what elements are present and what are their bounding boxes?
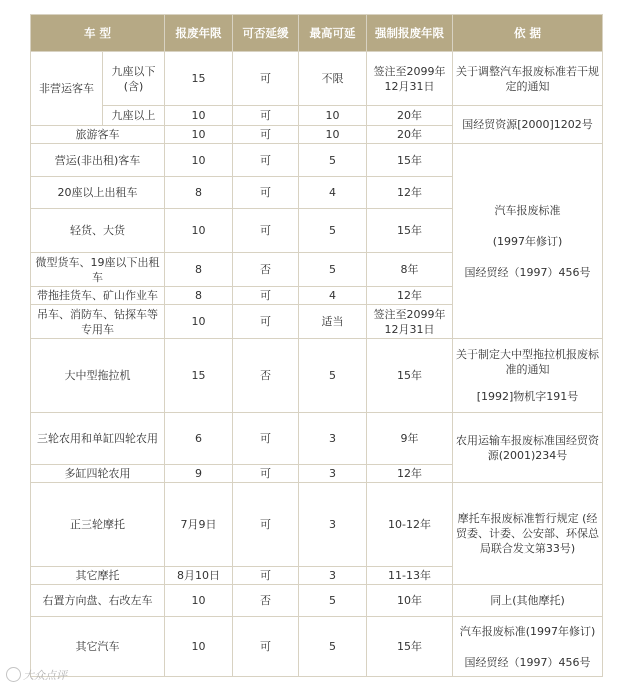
scrappage-table — [30, 14, 603, 677]
cell-mandatory: 10年 — [367, 585, 453, 617]
dianping-logo-icon — [6, 667, 21, 682]
cell-mandatory: 12年 — [367, 465, 453, 483]
cell-basis — [453, 617, 603, 677]
basis-line: 摩托车报废标准暂行规定 (经贸委、计委、公安部、环保总局联合发文第33号) — [456, 512, 600, 555]
cell-type: 带拖挂货车、矿山作业车 — [31, 287, 165, 305]
cell-extend: 可 — [233, 144, 299, 177]
cell-years: 8 — [165, 287, 233, 305]
basis-line: 同上(其他摩托) — [490, 594, 565, 607]
cell-type: 微型货车、19座以下出租车 — [31, 253, 165, 287]
cell-years: 8 — [165, 177, 233, 209]
cell-type: 其它摩托 — [31, 567, 165, 585]
cell-max-ext: 5 — [299, 144, 367, 177]
cell-mandatory: 15年 — [367, 617, 453, 677]
cell-basis: 国经贸资源[2000]1202号 — [453, 106, 603, 144]
cell-type: 非营运客车 — [31, 52, 103, 126]
cell-type: 其它汽车 — [31, 617, 165, 677]
cell-type: 多缸四轮农用 — [31, 465, 165, 483]
cell-years: 10 — [165, 144, 233, 177]
basis-line: 汽车报废标准(1997年修订) — [459, 624, 596, 638]
cell-years: 15 — [165, 52, 233, 106]
header-mandatory-years: 强制报废年限 — [367, 15, 453, 52]
cell-extend: 可 — [233, 52, 299, 106]
cell-years: 8月10日 — [165, 567, 233, 585]
cell-mandatory: 20年 — [367, 126, 453, 144]
cell-mandatory: 15年 — [367, 339, 453, 413]
cell-years: 9 — [165, 465, 233, 483]
cell-extend: 可 — [233, 126, 299, 144]
table-row — [31, 144, 603, 177]
basis-line: 国经贸经（1997）456号 — [464, 655, 591, 669]
cell-extend: 可 — [233, 617, 299, 677]
cell-basis — [453, 483, 603, 585]
cell-years: 10 — [165, 126, 233, 144]
table-row — [31, 585, 603, 617]
cell-type: 20座以上出租车 — [31, 177, 165, 209]
cell-max-ext: 3 — [299, 465, 367, 483]
basis-line: [1992]物机字191号 — [476, 390, 579, 403]
cell-years: 10 — [165, 209, 233, 253]
cell-basis — [453, 144, 603, 339]
cell-mandatory: 11-13年 — [367, 567, 453, 585]
cell-max-ext: 10 — [299, 106, 367, 126]
basis-line: 汽车报废标准 — [494, 203, 561, 217]
cell-mandatory: 签注至2099年12月31日 — [367, 52, 453, 106]
cell-mandatory: 10-12年 — [367, 483, 453, 567]
cell-extend: 可 — [233, 483, 299, 567]
basis-line: 关于制定大中型拖拉机报废标准的通知 — [456, 348, 600, 376]
cell-basis: 关于调整汽车报废标准若干规定的通知 — [453, 52, 603, 106]
cell-years: 6 — [165, 413, 233, 465]
cell-mandatory: 8年 — [367, 253, 453, 287]
cell-mandatory: 签注至2099年12月31日 — [367, 305, 453, 339]
cell-max-ext: 3 — [299, 413, 367, 465]
basis-line: 农用运输车报废标准国经贸资源(2001)234号 — [456, 433, 600, 462]
cell-max-ext: 4 — [299, 287, 367, 305]
table-row — [31, 339, 603, 413]
cell-extend: 可 — [233, 413, 299, 465]
cell-type: 旅游客车 — [31, 126, 165, 144]
header-basis: 依 据 — [453, 15, 603, 52]
cell-type: 正三轮摩托 — [31, 483, 165, 567]
cell-max-ext: 4 — [299, 177, 367, 209]
cell-extend: 可 — [233, 287, 299, 305]
cell-subtype: 九座以下(含) — [103, 52, 165, 106]
header-can-extend: 可否延缓 — [233, 15, 299, 52]
cell-max-ext: 5 — [299, 253, 367, 287]
cell-extend: 否 — [233, 253, 299, 287]
header-row — [31, 15, 603, 52]
cell-max-ext: 适当 — [299, 305, 367, 339]
cell-type: 吊车、消防车、钻探车等专用车 — [31, 305, 165, 339]
watermark — [6, 667, 67, 683]
watermark-text: 大众点评 — [23, 669, 67, 682]
basis-line: (1997年修订) — [492, 234, 563, 248]
cell-years: 15 — [165, 339, 233, 413]
cell-max-ext: 5 — [299, 585, 367, 617]
cell-basis — [453, 339, 603, 413]
cell-extend: 可 — [233, 465, 299, 483]
cell-extend: 可 — [233, 567, 299, 585]
cell-max-ext: 3 — [299, 567, 367, 585]
cell-extend: 可 — [233, 305, 299, 339]
cell-years: 10 — [165, 585, 233, 617]
cell-years: 10 — [165, 617, 233, 677]
cell-max-ext: 5 — [299, 209, 367, 253]
cell-years: 10 — [165, 305, 233, 339]
table-row — [31, 106, 603, 126]
table-row — [31, 413, 603, 465]
cell-type: 轻货、大货 — [31, 209, 165, 253]
cell-years: 8 — [165, 253, 233, 287]
cell-years: 7月9日 — [165, 483, 233, 567]
cell-basis — [453, 585, 603, 617]
cell-max-ext: 不限 — [299, 52, 367, 106]
cell-type: 营运(非出租)客车 — [31, 144, 165, 177]
cell-extend: 否 — [233, 585, 299, 617]
cell-mandatory: 20年 — [367, 106, 453, 126]
cell-mandatory: 9年 — [367, 413, 453, 465]
cell-extend: 可 — [233, 177, 299, 209]
table-row — [31, 617, 603, 677]
header-vehicle-type: 车 型 — [31, 15, 165, 52]
table-row — [31, 483, 603, 567]
cell-years: 10 — [165, 106, 233, 126]
cell-extend: 可 — [233, 209, 299, 253]
cell-type: 大中型拖拉机 — [31, 339, 165, 413]
cell-max-ext: 10 — [299, 126, 367, 144]
cell-mandatory: 15年 — [367, 209, 453, 253]
cell-max-ext: 3 — [299, 483, 367, 567]
header-scrap-years: 报废年限 — [165, 15, 233, 52]
cell-max-ext: 5 — [299, 617, 367, 677]
cell-max-ext: 5 — [299, 339, 367, 413]
cell-mandatory: 15年 — [367, 144, 453, 177]
cell-type: 右置方向盘、右改左车 — [31, 585, 165, 617]
cell-extend: 否 — [233, 339, 299, 413]
basis-line: 国经贸经（1997）456号 — [464, 265, 591, 279]
cell-subtype: 九座以上 — [103, 106, 165, 126]
cell-mandatory: 12年 — [367, 287, 453, 305]
cell-extend: 可 — [233, 106, 299, 126]
cell-mandatory: 12年 — [367, 177, 453, 209]
cell-basis — [453, 413, 603, 483]
cell-type: 三轮农用和单缸四轮农用 — [31, 413, 165, 465]
table-row — [31, 52, 603, 106]
header-max-extension: 最高可延 — [299, 15, 367, 52]
